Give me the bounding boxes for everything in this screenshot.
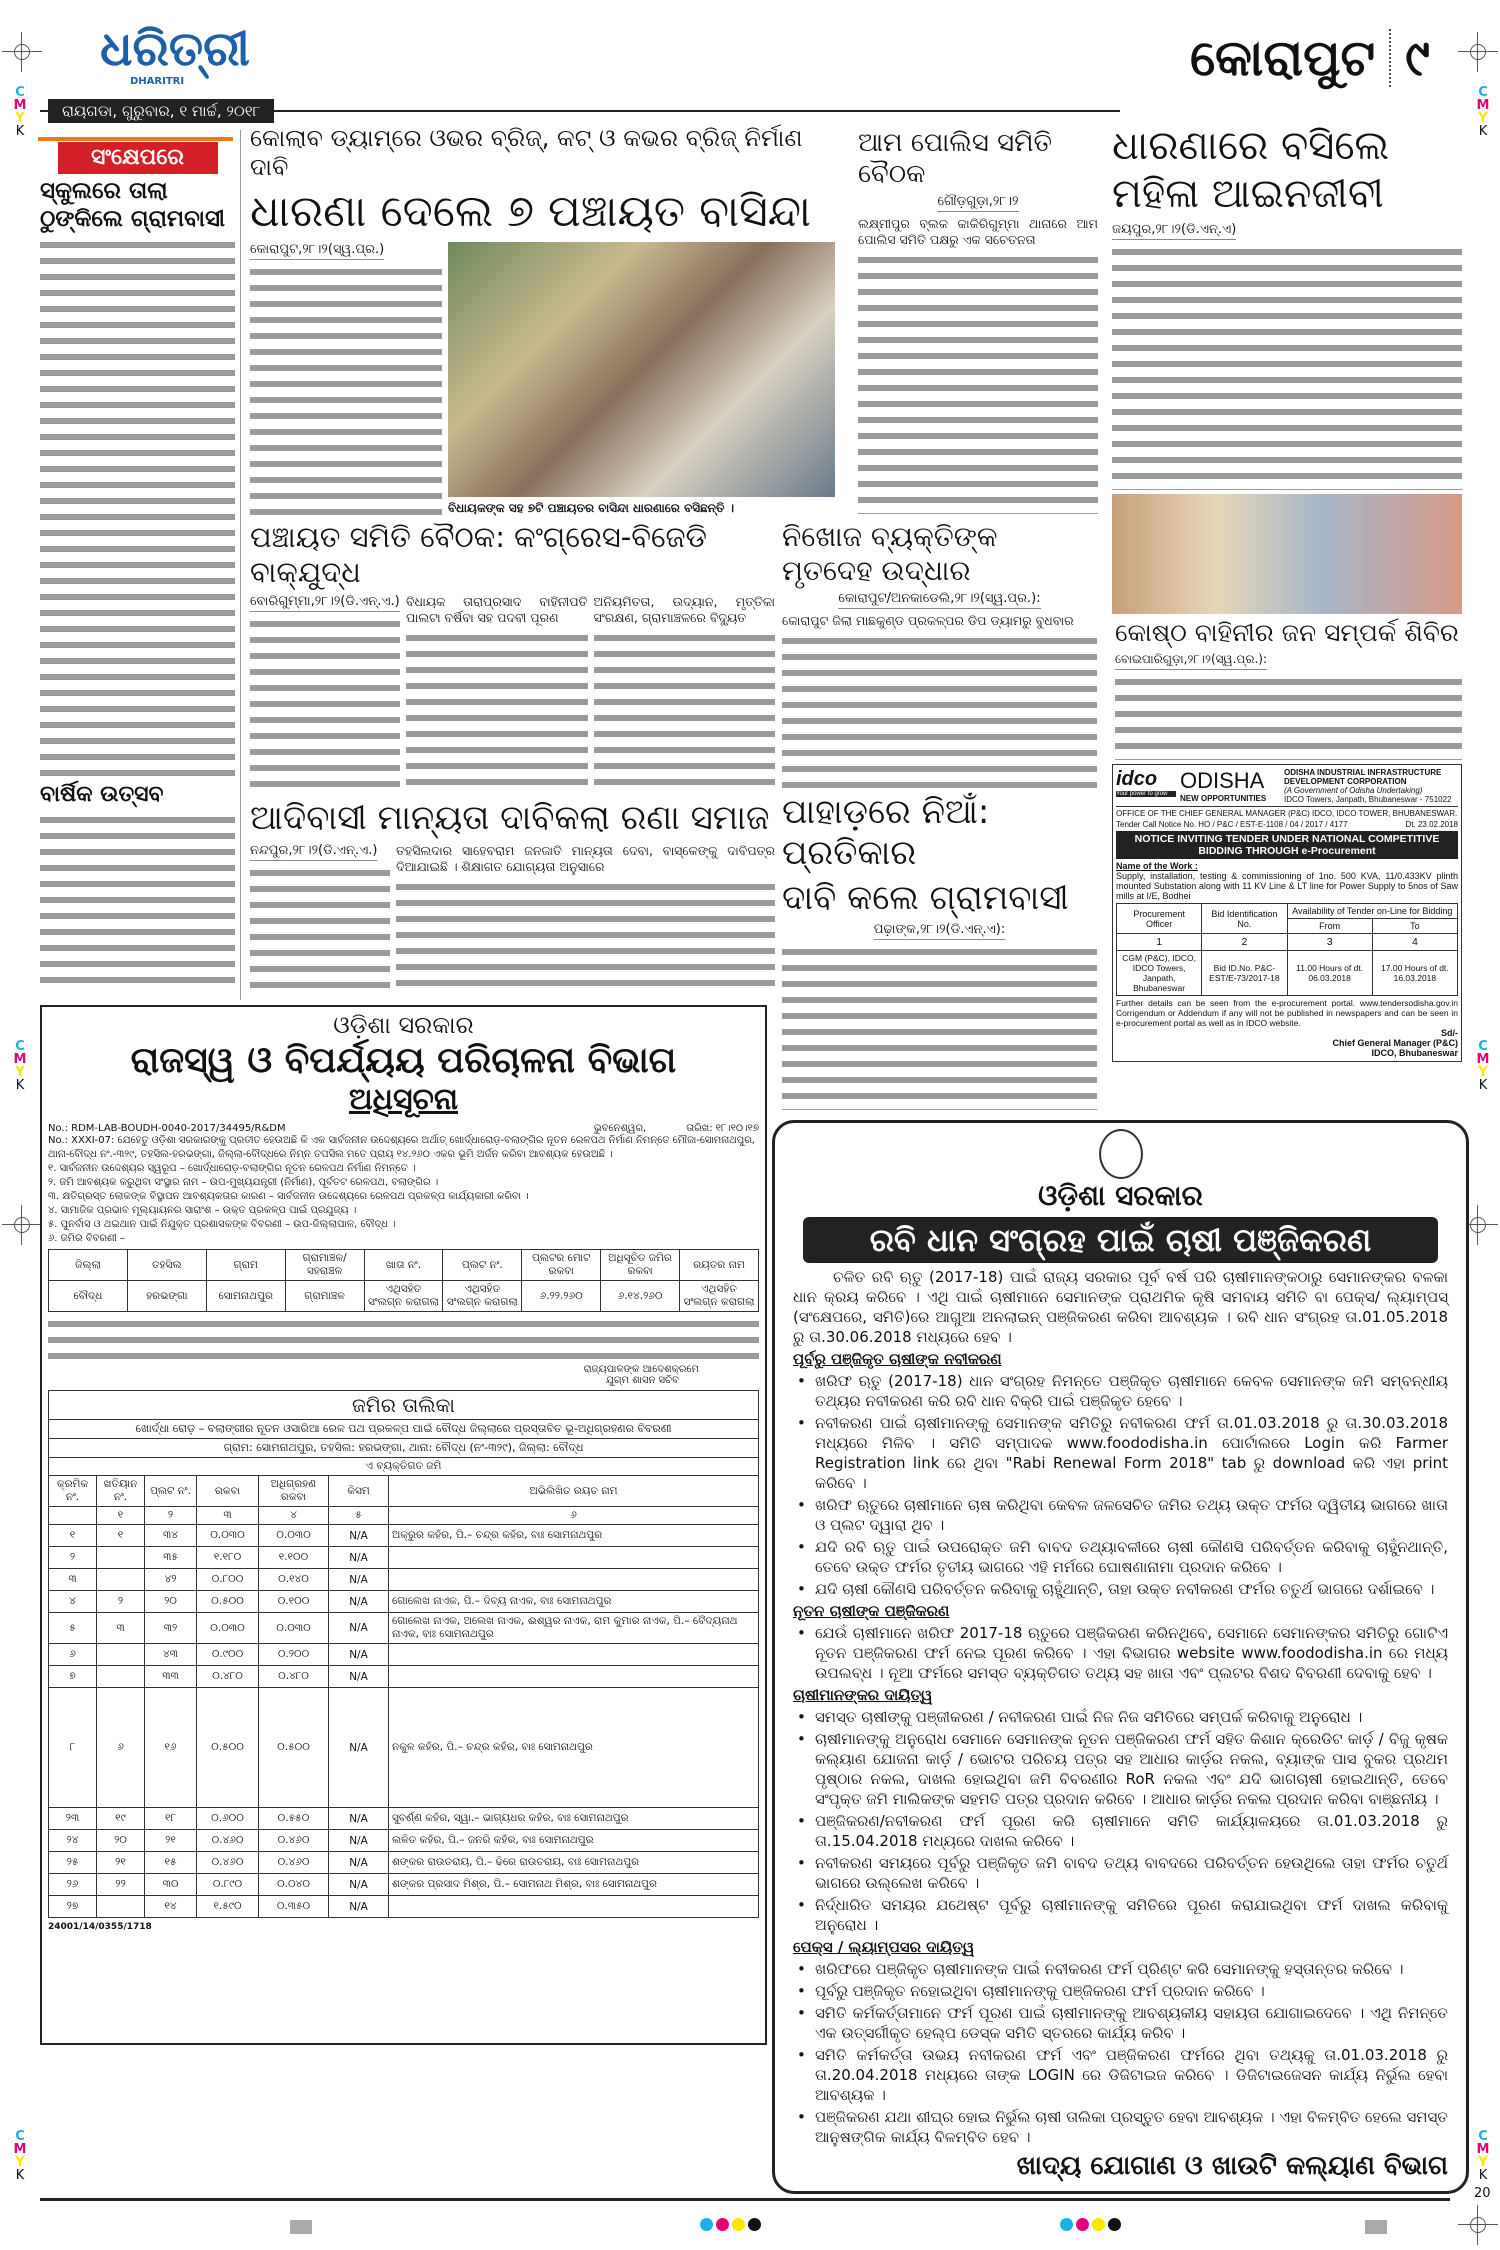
land-cell: ୧ <box>97 1525 145 1547</box>
land-col-number: ୪ <box>259 1507 329 1525</box>
ad-section-list <box>793 1707 1448 1935</box>
land-cell: ୧.୧୦୦ <box>259 1547 329 1569</box>
story-body <box>594 630 776 794</box>
story-panchayat-samiti <box>250 520 775 794</box>
land-cell: ୦.୫୦୦ <box>197 1591 259 1613</box>
tender-notice-date: Dt. 23.02.2018 <box>1405 820 1458 829</box>
cmyk-marks: C M Y K <box>13 1039 27 1093</box>
summary-cell: ବୌଦ୍ଧ <box>49 1281 128 1312</box>
land-cell: ୦.୨୦୦ <box>259 1644 329 1666</box>
story-body <box>406 630 588 794</box>
land-row <box>49 1525 759 1547</box>
col-num: 1 <box>1117 934 1202 951</box>
land-row <box>49 1896 759 1918</box>
land-cell: N/A <box>329 1569 389 1591</box>
story-headline: ପାହାଡ଼ରେ ନିଆଁ: ପ୍ରତିକାର <box>782 792 990 873</box>
land-col-header: ରକବା <box>197 1476 259 1507</box>
th-from: From <box>1287 919 1372 934</box>
idco-tender-ad <box>1112 764 1462 1062</box>
signatory: Chief General Manager (P&C) <box>1332 1038 1458 1048</box>
land-cell: ୩୦ <box>145 1874 197 1896</box>
idco-org-name: ODISHA INDUSTRIAL INFRASTRUCTURE DEVELOPMENT CORPORATION <box>1284 768 1442 786</box>
ad-bullet: • ଖରିଫ ଋତୁରେ ଚାଷୀମାନେ ଚାଷ କରିଥିବା କେବଳ ଜଳସେଚିତ ଜମିର ତଥ୍ୟ ଉକ୍ତ ଫର୍ମର ଦ୍ୱିତୀୟ ଭାଗରେ ଖାତା ଓ ପ୍ଲଟ ଦ୍ୱାରା ଥିବ । <box>793 1495 1448 1535</box>
story-hill-fire <box>782 792 1097 1110</box>
land-cell: ୦.୦୩୦ <box>259 1525 329 1547</box>
dateline-bar: ରାୟଗଡା, ଗୁରୁବାର, ୧ ମାର୍ଚ୍ଚ, ୨୦୧୮ <box>48 99 274 123</box>
land-list-sub: ଏ ବ୍ୟକ୍ତିଗତ ଜମି <box>49 1458 759 1476</box>
land-cell: ୨୧ <box>97 1852 145 1874</box>
land-cell: ୬ <box>49 1644 97 1666</box>
brief-column <box>40 142 235 992</box>
story-headline: ନିଖୋଜ ବ୍ୟକ୍ତିଙ୍କ ମୃତଦେହ ଉଦ୍ଧାର <box>782 520 998 587</box>
ad-dept-footer: ଖାଦ୍ୟ ଯୋଗାଣ ଓ ଖାଉଟି କଲ୍ୟାଣ ବିଭାଗ <box>1016 2151 1448 2182</box>
land-cell: ୫ <box>49 1613 97 1644</box>
revenue-notification-ad <box>40 1005 767 2045</box>
cmyk-marks: C M Y K <box>13 85 27 139</box>
land-cell <box>389 1569 759 1591</box>
cell-officer: CGM (P&C), IDCO, IDCO Towers, Janpath, Bhubaneswar <box>1117 951 1202 996</box>
land-cell: ୦.୩୫୦ <box>259 1896 329 1918</box>
protest-photo <box>448 242 835 497</box>
odisha-logo: ODISHA <box>1180 768 1265 793</box>
idco-address: IDCO Towers, Janpath, Bhubaneswar - 751022 <box>1284 795 1452 804</box>
land-cell: ୦.୦୩୦ <box>197 1525 259 1547</box>
newspaper-logo-block <box>100 22 250 88</box>
land-cell: N/A <box>329 1613 389 1644</box>
land-row <box>49 1830 759 1852</box>
summary-cell: ୬.୨୨.୨୬୦ <box>522 1281 601 1312</box>
land-cell: ସୁବର୍ଣ୍ଣ କହଁର, ସ୍ୱା.– ଭାଗ୍ୟଧର କହଁର, ବାଃ ସୋମନାଥପୁର <box>389 1808 759 1830</box>
land-cell: ୦.୫୦୦ <box>197 1688 259 1808</box>
sd: Sd/- <box>1441 1028 1458 1038</box>
story-body <box>782 633 1097 788</box>
th-availability: Availability of Tender on-Line for Bidding <box>1287 904 1458 919</box>
ad-bullet: • ପଞ୍ଜିକରଣ ଯଥା ଶୀଘ୍ର ହୋଇ ନିର୍ଭୁଲ ଚାଷୀ ତାଲିକା ପ୍ରସ୍ତୁତ ହେବା ଆବଶ୍ୟକ । ଏହା ବିଳମ୍ବିତ ହେଲେ ସମସ୍ତ ଆନୁଷଙ୍ଗିକ କାର୍ଯ୍ୟ ବିଳମ୍ବିତ ହେବ । <box>793 2107 1448 2147</box>
notification-item: ୨. ଜମି ଆବଶ୍ୟକ କରୁଥିବା ସଂସ୍ଥାର ନାମ – ଉପ-ମୁଖ୍ୟଯନ୍ତ୍ରୀ (ନିର୍ମାଣ), ପୂର୍ବତଟ ରେଳପଥ, ବଲାଙ୍ଗିର । <box>48 1177 439 1189</box>
land-cell <box>97 1547 145 1569</box>
story-lead: ବିଧାୟକ ତାରାପ୍ରସାଦ ବାହିନୀପତି ପାଲଟା ବର୍ଷିବା ସହ ପଦବୀ ପୂରଣ <box>406 593 588 625</box>
idco-office: OFFICE OF THE CHIEF GENERAL MANAGER (P&C) IDCO, IDCO TOWER, BHUBANESWAR. <box>1116 809 1458 818</box>
land-cell: ୭ <box>49 1666 97 1688</box>
story-headline: ଦାବି କଲେ ଗ୍ରାମବାସୀ <box>782 877 1069 918</box>
ad-banner: ରବି ଧାନ ସଂଗ୍ରହ ପାଇଁ ଚାଷୀ ପଞ୍ଜିକରଣ <box>803 1217 1438 1263</box>
divider <box>1389 29 1391 87</box>
ad-dept: ରାଜସ୍ୱ ଓ ବିପର୍ଯ୍ୟୟ ପରିଚାଳନା ବିଭାଗ <box>130 1040 677 1081</box>
column-rule <box>240 130 241 1000</box>
paddy-registration-ad <box>772 1120 1469 2194</box>
story-lead: କୋରାପୁଟ ଜିଲା ମାଛକୁଣ୍ଡ ପ୍ରକଳ୍ପର ଡିପ ଡ୍ୟାମରୁ ବୁଧବାର <box>782 613 1074 629</box>
land-cell: ୨୩ <box>49 1808 97 1830</box>
land-cell: ୦.୪୮୦ <box>197 1666 259 1688</box>
summary-cell: ଏଥିସହିତ ସଂଲଗ୍ନ କରାଗଲା <box>443 1281 522 1312</box>
land-row <box>49 1808 759 1830</box>
th-officer: Procurement Officer <box>1117 904 1202 934</box>
ad-govt: ଓଡ଼ିଶା ସରକାର <box>1038 1179 1203 1212</box>
notification-item: ୩. କ୍ଷତିଗ୍ରସ୍ତ ଲୋକଙ୍କ ବିସ୍ଥାପନ ଆବଶ୍ୟକତାର କାରଣ – ସାର୍ବଜନୀନ ଉଦ୍ଦେଶ୍ୟରେ ରେଳପଥ ପ୍ରକଳ୍ପ କାର୍ଯ୍ୟକାରୀ କରିବା । <box>48 1191 529 1203</box>
story-dateline: ପଢ଼ାଙ୍କ,୨୮।୨(ଡି.ଏନ୍.ଏ): <box>874 922 1005 940</box>
land-col-header: ଖତିୟାନ ନଂ. <box>97 1476 145 1507</box>
summary-header: ଖାତା ନଂ. <box>364 1250 443 1281</box>
land-cell <box>389 1547 759 1569</box>
page-number: ୯ <box>1405 29 1430 87</box>
ad-bullet: • ସମିତି କର୍ମକର୍ତ୍ତାମାନେ ଫର୍ମ ପୂରଣ ପାଇଁ ଚାଷୀମାନଙ୍କୁ ଆବଶ୍ୟକୀୟ ସହାୟତା ଯୋଗାଇଦେବେ । ଏଥି ନିମନ୍ତେ ଏକ ଉତ୍ସର୍ଗୀକୃତ ହେଲ୍ପ ଡେସ୍କ ସମିତି ସ୍ତରରେ କାର୍ଯ୍ୟ କରିବ । <box>793 2003 1448 2043</box>
land-cell: ଗୋଲେଖ ନାଏକ, ପି.– ଦିବ୍ୟ ନାଏକ, ବାଃ ସୋମନାଥପୁର <box>389 1591 759 1613</box>
story-body <box>858 252 1098 514</box>
notification-items <box>48 1162 759 1246</box>
land-cell: ନକୁଳ କହଁର, ପି.– ଚନ୍ଦ୍ର କହଁର, ବାଃ ସୋମନାଥପୁର <box>389 1688 759 1808</box>
land-cell: ୦.୧୦୦ <box>259 1591 329 1613</box>
land-cell: ୧୫ <box>145 1852 197 1874</box>
registration-mark <box>1458 32 1498 72</box>
story-lead: ତହସିଲଦାର ସାହେବରାମ ଜନଜାତି ମାନ୍ୟତା ଦେବା, ବାସ୍କେଙ୍କୁ ଦାବିପତ୍ର ଦିଆଯାଇଛି । ଶିକ୍ଷାଗତ ଯୋଗ୍ୟତା ଅନୁସାରେ <box>396 842 775 874</box>
brief-story-head: ସ୍କୁଲରେ ତାଲା ଠୁଙ୍କିଲେ ଗ୍ରାମବାସୀ <box>40 178 226 232</box>
summary-cell: ସୋମନାଥପୁର <box>206 1281 285 1312</box>
newspaper-logo-english: DHARITRI <box>130 76 185 87</box>
land-row <box>49 1874 759 1896</box>
summary-header: ପ୍ଲଟର ମୋଟ ରକବା <box>522 1250 601 1281</box>
land-cell: N/A <box>329 1852 389 1874</box>
summary-cell: ଏଥିସହିତ ସଂଲଗ୍ନ କରାଗଲା <box>364 1281 443 1312</box>
land-cell: ୨୭ <box>49 1896 97 1918</box>
ad-section-list <box>793 1959 1448 2147</box>
land-cell: ୩୫ <box>145 1547 197 1569</box>
section-header <box>1190 28 1430 88</box>
story-dateline: କୋରାପୁଟ,୨୮।୨(ସ୍ୱ.ପ୍ର.) <box>250 242 384 260</box>
land-cell: ୦.୦୩୦ <box>197 1613 259 1644</box>
ad-bullet: • ନବୀକରଣ ପାଇଁ ଚାଷୀମାନଙ୍କୁ ସେମାନଙ୍କ ସମିତିରୁ ନବୀକରଣ ଫର୍ମ ତା.01.03.2018 ରୁ ତା.30.03.2018 ମଧ୍ୟରେ ମିଳିବ । ସମିତି ସମ୍ପାଦକ www.foododisha.in ପୋର୍ଟାଲରେ Login କରି Farmer Registration link ରେ ଥିବା "Rabi Renewal Form 2018" tab ରୁ download କରି ଏହା print କରିବେ । <box>793 1413 1448 1493</box>
land-row <box>49 1569 759 1591</box>
story-headline: ଧାରଣା ଦେଲେ ୭ ପଞ୍ଚାୟତ ବାସିନ୍ଦା <box>250 185 812 237</box>
brief-label: ସଂକ୍ଷେପରେ <box>58 142 218 174</box>
summary-cell: ୬.୧୪.୨୬୦ <box>601 1281 680 1312</box>
tender-banner: NOTICE INVITING TENDER UNDER NATIONAL COMPETITIVE BIDDING THROUGH e-Procurement <box>1116 831 1458 859</box>
land-cell: ୦.୫୫୦ <box>259 1808 329 1830</box>
color-dots <box>1060 2218 1121 2231</box>
land-cell: N/A <box>329 1591 389 1613</box>
col-num: 2 <box>1202 934 1287 951</box>
registration-mark <box>2 32 42 72</box>
print-page-ref: 20 <box>1474 2186 1491 2201</box>
land-cell: N/A <box>329 1688 389 1808</box>
land-cell: ୪୨ <box>145 1569 197 1591</box>
land-col-number: ୧ <box>97 1507 145 1525</box>
signatory: ଯୁଗ୍ମ ଶାସନ ସଚିବ <box>605 1375 679 1387</box>
land-cell: ୦.୫୦୦ <box>259 1688 329 1808</box>
ad-bullet: • ଖରିଫ ଋତୁ (2017-18) ଧାନ ସଂଗ୍ରହ ନିମନ୍ତେ ପଞ୍ଜିକୃତ ଚାଷୀମାନେ କେବଳ ସେମାନଙ୍କ ଜମି ସମ୍ବନ୍ଧୀୟ ତଥ୍ୟର ନବୀକରଣ କରି ରବି ଧାନ ବିକ୍ରି ପାଇଁ ପଞ୍ଜିକୃତ ହେବେ । <box>793 1371 1448 1411</box>
land-cell: N/A <box>329 1874 389 1896</box>
land-cell: ୦.୪୬୦ <box>197 1830 259 1852</box>
land-cell: N/A <box>329 1808 389 1830</box>
land-col-header: କିସମ <box>329 1476 389 1507</box>
land-cell: ୩ <box>49 1569 97 1591</box>
land-row <box>49 1688 759 1808</box>
section-title: କୋରାପୁଟ <box>1189 29 1376 87</box>
land-cell <box>389 1644 759 1666</box>
story-dateline: କୋରାପୁଟ/ଅନକାଡେଲି,୨୮।୨(ସ୍ୱ.ପ୍ର.): <box>838 591 1040 609</box>
land-cell: N/A <box>329 1547 389 1569</box>
photo-caption: ବିଧାୟକଙ୍କ ସହ ୭ଟି ପଞ୍ଚାୟତର ବାସିନ୍ଦା ଧାରଣାରେ ବସିଛନ୍ତି । <box>448 501 735 515</box>
land-cell: ୦.୧୪୦ <box>259 1569 329 1591</box>
lawyers-photo <box>1112 494 1462 614</box>
land-cell: ୨୬ <box>49 1874 97 1896</box>
notification-item: ୫. ପୁନର୍ବାସ ଓ ଥଇଥାନ ପାଇଁ ନିଯୁକ୍ତ ପ୍ରଶାସକଙ୍କ ବିବରଣୀ – ଉପ-ଜିଲ୍ଲାପାଳ, ବୌଦ୍ଧ । <box>48 1219 396 1231</box>
land-cell: ୧୪ <box>145 1896 197 1918</box>
story-body <box>1112 244 1462 490</box>
land-cell: ୨୫ <box>49 1852 97 1874</box>
footer-rule <box>40 2198 1450 2201</box>
story-rana-samaj <box>250 798 775 996</box>
notification-para: No.: XXXI-07: ଯେହେତୁ ଓଡ଼ିଶା ସରକାରଙ୍କୁ ପ୍ରତୀତ ହେଉଅଛି କି ଏକ ସାର୍ବଜନୀନ ଉଦ୍ଦେଶ୍ୟରେ ଅର୍ଥାତ୍ ଖୋର୍ଦ୍ଧାରୋଡ଼-ବଲାଙ୍ଗିର ନୂତନ ରେଳପଥ ନିର୍ମାଣ ନିମନ୍ତେ ମୌଜା-ସୋମନାଥପୁର, ଥାନା-ବୌଦ୍ଧ ନଂ.-୩୨୯, ତହସିଲ-ହରଭଙ୍ଗା, ଜିଲ୍ଲା-ବୌଦ୍ଧରେ ନିମ୍ନ ତପସିଲ ମତେ ପ୍ରାୟ ୧୪.୨୬୦ ଏକର ଭୂମି ଅର୍ଜନ କରିବା ଆବଶ୍ୟକ ହେଉଅଛି । <box>48 1135 755 1161</box>
land-col-number: ୫ <box>329 1507 389 1525</box>
land-col-header: ଅଧିଗ୍ରହଣ ରକବା <box>259 1476 329 1507</box>
cmyk-marks: C M Y K <box>1476 85 1490 139</box>
work-label: Name of the Work : <box>1116 861 1198 871</box>
summary-header: ରୟତର ନାମ <box>680 1250 759 1281</box>
ad-section-title: ନୂତନ ଚାଷୀଙ୍କ ପଞ୍ଜିକରଣ <box>793 1602 950 1621</box>
land-col-header: ପ୍ଲଟ ନଂ. <box>145 1476 197 1507</box>
notification-item: ୪. ସାମାଜିକ ପ୍ରଭାବ ମୂଲ୍ୟାୟନର ସାରାଂଶ – ଉକ୍ତ ପ୍ରକଳ୍ପ ପାଇଁ ପ୍ରଯୁଜ୍ୟ । <box>48 1205 357 1217</box>
land-cell: ୦.୦୩୦ <box>259 1613 329 1644</box>
ad-bullet: • ଯଦି ଚାଷୀ କୌଣସି ପରିବର୍ତ୍ତନ କରିବାକୁ ଚାହୁଁଥାନ୍ତି, ତାହା ଉକ୍ତ ନବୀକରଣ ଫର୍ମର ଚତୁର୍ଥ ଭାଗରେ ଦର୍ଶାଇବେ । <box>793 1579 1448 1599</box>
land-cell: ୪୩ <box>145 1644 197 1666</box>
gray-patch <box>290 2220 312 2234</box>
land-cell: ୦.୮୦୦ <box>197 1569 259 1591</box>
idco-govt: (A Government of Odisha Undertaking) <box>1284 786 1423 795</box>
col-num: 4 <box>1372 934 1457 951</box>
summary-header: ତହସିଲ <box>127 1250 206 1281</box>
land-cell: ୨୨ <box>97 1874 145 1896</box>
story-colab-dam <box>250 124 835 516</box>
ad-bullet: • ନିର୍ଦ୍ଧାରିତ ସମୟର ଯଥେଷ୍ଟ ପୂର୍ବରୁ ଚାଷୀମାନଙ୍କୁ ସମିତିରେ ପୂରଣ କରାଯାଇଥିବା ଫର୍ମ ଦାଖଲ କରିବାକୁ ଅନୁରୋଧ । <box>793 1895 1448 1935</box>
land-cell: N/A <box>329 1830 389 1852</box>
land-cell: ଅକ୍ରୁର କହଁର, ପି.– ଚନ୍ଦ୍ର କହଁର, ବାଃ ସୋମନାଥପୁର <box>389 1525 759 1547</box>
further-details: Further details can be seen from the e-procurement portal. www.tendersodisha.gov.in Corrigendum or Addendum if any will not be published in newspapers and can be seen in e-procurement portal as well as in IDCO website. <box>1116 998 1458 1028</box>
summary-cell: ହରଭଙ୍ଗା <box>127 1281 206 1312</box>
land-list-sub: ଖୋର୍ଦ୍ଧା ରୋଡ଼ – ବଲାଙ୍ଗୀର ନୂତନ ଓସାରିଆ ରେଳ ପଥ ପ୍ରକଳ୍ପ ପାଇଁ ବୌଦ୍ଧ ଜିଲ୍ଲାରେ ପ୍ରସ୍ତାବିତ ଭୂ-ଅଧିଗ୍ରହଣର ବିବରଣୀ <box>49 1420 759 1439</box>
land-cell: ୦.୯୦୦ <box>197 1644 259 1666</box>
land-cell: N/A <box>329 1896 389 1918</box>
land-cell <box>97 1569 145 1591</box>
ad-bullet: • ସମିତି କର୍ମକର୍ତ୍ତା ଉଭୟ ନବୀକରଣ ଫର୍ମ ଏବଂ ପଞ୍ଜିକରଣ ଫର୍ମରେ ଥିବା ତଥ୍ୟକୁ ତା.01.03.2018 ରୁ ତା.20.04.2018 ମଧ୍ୟରେ ତାଙ୍କ LOGIN ରେ ଡିଜିଟାଇଜ କରିବେ । ଡିଜିଟାଇଜେସନ କାର୍ଯ୍ୟ ନିର୍ଭୁଲ ହେବା ଆବଶ୍ୟକ । <box>793 2045 1448 2105</box>
story-body <box>250 264 442 516</box>
land-cell: ୩୪ <box>145 1525 197 1547</box>
summary-header: ପ୍ଲଟ ନଂ. <box>443 1250 522 1281</box>
land-cell: ୩୩ <box>145 1666 197 1688</box>
story-lead: ଅନିୟମିତତା, ଉଦ୍ୟାନ, ମୃତ୍ତିକା ସଂରକ୍ଷଣ, ଗ୍ରାମାଞ୍ଚଳରେ ବିଦ୍ୟୁତ <box>593 593 775 625</box>
story-headline: ପଞ୍ଚାୟତ ସମିତି ବୈଠକ: କଂଗ୍ରେସ-ବିଜେଡି ବାକ୍‌ଯୁଦ୍ଧ <box>250 520 708 589</box>
newspaper-logo: ଧରିତ୍ରୀ <box>100 21 250 77</box>
notification-text <box>48 1316 759 1364</box>
land-cell: ଲଳିତ କହଁର, ପି.– ଜନରି କହଁର, ବାଃ ସୋମନାଥପୁର <box>389 1830 759 1852</box>
story-headline: ଆଦିବାସୀ ମାନ୍ୟତା ଦାବିକଲା ରଣା ସମାଜ <box>250 798 770 838</box>
ad-bullet: • ନବୀକରଣ ସମୟରେ ପୂର୍ବରୁ ପଞ୍ଜିକୃତ ଜମି ବାବଦ ତଥ୍ୟ ବାବଦରେ ପରିବର୍ତ୍ତନ ହେଉଥିଲେ ତାହା ଫର୍ମର ଚତୁର୍ଥ ଭାଗରେ ଉଲ୍ଲେଖ କରିବେ । <box>793 1853 1448 1893</box>
summary-header: ଗ୍ରାମ <box>206 1250 285 1281</box>
land-cell: ୧୬ <box>145 1688 197 1808</box>
odisha-tagline: NEW OPPORTUNITIES <box>1180 794 1267 803</box>
land-cell <box>97 1666 145 1688</box>
brief-story-body <box>40 237 235 777</box>
story-body <box>1115 674 1462 760</box>
color-dots <box>700 2218 761 2231</box>
land-row <box>49 1666 759 1688</box>
summary-header: ଗ୍ରାମାଞ୍ଚଳ/ସହରାଞ୍ଚଳ <box>285 1250 364 1281</box>
idco-tagline: Your power to grow <box>1116 791 1176 797</box>
summary-cell: ଏଥିସହିତ ସଂଲଗ୍ନ କରାଗଲା <box>680 1281 759 1312</box>
story-kicker: କୋଲାବ ଡ୍ୟାମ୍‌ରେ ଓଭର ବ୍ରିଜ୍, କଟ୍ ଓ କଭର ବ୍ରିଜ୍ ନିର୍ମାଣ ଦାବି <box>250 124 803 181</box>
land-col-header: ଅଭିଲିଖିତ ରୟତ ନାମ <box>389 1476 759 1507</box>
ad-section-list <box>793 1623 1448 1683</box>
story-dateline: ବୋରିଗୁମ୍ମା,୨୮।୨(ଡି.ଏନ୍.ଏ.) <box>250 594 400 612</box>
sign-order: ରାଜ୍ୟପାଳଙ୍କ ଆଦେଶକ୍ରମେ <box>583 1364 699 1376</box>
ad-bullet: • ଚାଷୀମାନଙ୍କୁ ଅନୁରୋଧ ସେମାନେ ସେମାନଙ୍କ ନୂତନ ପଞ୍ଜିକରଣ ଫର୍ମ ସହିତ କିଶାନ କ୍ରେଡିଟ କାର୍ଡ଼ / ବିଜୁ କୃଷକ କଲ୍ୟାଣ ଯୋଜନା କାର୍ଡ଼ / ଭୋଟର ପରିଚୟ ପତ୍ର ସହ ଆଧାର କାର୍ଡ଼ର ନକଲ, ବ୍ୟାଙ୍କ ପାସ ବୁକର ପ୍ରଥମ ପୃଷ୍ଠାର ନକଲ, ଦାଖଲ ହୋଇଥିବା ଜମି ବିବରଣୀର RoR ନକଲ ଏବଂ ଯଦି ଭାଗଚାଷୀ ହୋଇଥାନ୍ତି, ତେବେ ସଂପୃକ୍ତ ଜମି ମାଲିକଙ୍କ ସହମତି ପତ୍ର ପ୍ରଦାନ କରିବେ । ଆଧାର କାର୍ଡ଼ର ନକଲ ପ୍ରଦାନ କରିବା ବାଞ୍ଛନୀୟ । <box>793 1729 1448 1809</box>
land-cell: ୦.୬୦୦ <box>197 1808 259 1830</box>
story-body <box>396 879 775 996</box>
story-body <box>250 865 390 996</box>
land-cell: ୩ <box>97 1613 145 1644</box>
land-cell: ୧୯ <box>97 1808 145 1830</box>
land-col-number: ୩ <box>197 1507 259 1525</box>
land-row <box>49 1852 759 1874</box>
story-headline: ଆମ ପୋଲିସ ସମିତି ବୈଠକ <box>858 128 1053 190</box>
col-num: 3 <box>1287 934 1372 951</box>
land-cell: ୨ <box>97 1591 145 1613</box>
work-description: Supply, installation, testing & commissioning of 1no. 500 KVA, 11/0.433KV plinth mounted Substation along with 11 KV Line & LT line for Power Supply to 5nos of Saw mills at I/E, Bodhei <box>1116 871 1458 901</box>
summary-header: ଜିଲ୍ଲା <box>49 1250 128 1281</box>
story-body <box>250 616 400 794</box>
registration-mark <box>2 1205 42 1245</box>
land-cell: ୩୨ <box>145 1613 197 1644</box>
ad-bullet: • ସମସ୍ତ ଚାଷୀଙ୍କୁ ପଞ୍ଜୀକରଣ / ନବୀକରଣ ପାଇଁ ନିଜ ନିଜ ସମିତିରେ ସମ୍ପର୍କ କରିବାକୁ ଅନୁରୋଧ । <box>793 1707 1448 1727</box>
land-cell: ୨୦ <box>145 1591 197 1613</box>
story-dateline: ବୋଇପାରିଗୁଡ଼ା,୨୮।୨(ସ୍ୱ.ପ୍ର.): <box>1115 652 1267 670</box>
ad-bullet: • ପୂର୍ବରୁ ପଞ୍ଜିକୃତ ନହୋଇଥିବା ଚାଷୀମାନଙ୍କୁ ପଞ୍ଜିକରଣ ଫର୍ମ ପ୍ରଦାନ କରିବେ । <box>793 1981 1448 2001</box>
land-cell: ୧ <box>49 1525 97 1547</box>
cmyk-marks: C M Y K <box>1476 2129 1490 2183</box>
ad-section-title: ପେକ୍ସ / ଲ୍ୟାମ୍ପସର ଦାୟିତ୍ୱ <box>793 1938 975 1957</box>
land-cell: ୦.୪୬୦ <box>259 1830 329 1852</box>
ad-title: ଅଧିସୂଚନା <box>349 1082 458 1118</box>
th-to: To <box>1372 919 1457 934</box>
land-cell <box>97 1644 145 1666</box>
land-cell: ଶଙ୍କର ରାଉତରାୟ, ପି.– ଢିରେ ରାଉତରାୟ, ବାଃ ସୋମନାଥପୁର <box>389 1852 759 1874</box>
cell-bid-id: Bid ID.No. P&C-EST/E-73/2017-18 <box>1202 951 1287 996</box>
story-lead: ଲକ୍ଷ୍ମୀପୁର ବ୍ଲକ କାକିରିଗୁମ୍ମା ଥାନାରେ ଆମ ପୋଲିସ ସମିତି ପକ୍ଷରୁ ଏକ ସଚେତନତା <box>858 216 1098 248</box>
land-cell: ୧.୧୮୦ <box>197 1547 259 1569</box>
land-col-number <box>49 1507 97 1525</box>
land-cell <box>389 1666 759 1688</box>
land-list-title: ଜମିର ତାଲିକା <box>49 1391 759 1420</box>
date: ତାରିଖ: ୧୮।୧୦।୧୭ <box>686 1123 759 1135</box>
odisha-emblem-icon <box>1099 1129 1143 1179</box>
land-cell: ୦.୪୬୦ <box>259 1852 329 1874</box>
land-col-number: ୨ <box>145 1507 197 1525</box>
land-cell: ୧୮ <box>145 1808 197 1830</box>
land-cell: ୧.୫୯୦ <box>197 1896 259 1918</box>
land-cell: ୦.୦୪୦ <box>259 1874 329 1896</box>
land-cell: ୬ <box>97 1688 145 1808</box>
place: ଭୁବନେଶ୍ୱର, <box>593 1123 647 1135</box>
cell-from: 11.00 Hours of dt. 06.03.2018 <box>1287 951 1372 996</box>
land-row <box>49 1613 759 1644</box>
story-body <box>782 944 1097 1110</box>
story-dateline: ଜୟପୁର,୨୮।୨(ଡି.ଏନ୍.ଏ) <box>1112 222 1236 240</box>
land-row <box>49 1547 759 1569</box>
idco-logo: idco <box>1116 768 1158 790</box>
brief-story-body <box>40 812 235 992</box>
brief-rule <box>38 137 233 141</box>
th-bid-id: Bid Identification No. <box>1202 904 1287 934</box>
land-row <box>49 1644 759 1666</box>
land-cell: ୦.୪୬୦ <box>197 1852 259 1874</box>
ad-bullet: • ଯଦି ରବି ଋତୁ ପାଇଁ ଉପରୋକ୍ତ ଜମି ବାବଦ ତଥ୍ୟାବଳୀରେ ଚାଷୀ କୌଣସି ପରିବର୍ତ୍ତନ କରିବାକୁ ଚାହୁଁନଥାନ୍ତି, ତେବେ ଉକ୍ତ ଫର୍ମର ତୃତୀୟ ଭାଗରେ ଏହି ମର୍ମରେ ଘୋଷଣାନାମା ପ୍ରଦାନ କରିବେ । <box>793 1537 1448 1577</box>
story-dateline: ଗୌଡ଼ଗୁଡ଼ା,୨୮।୨ <box>937 194 1018 212</box>
story-missing-body <box>782 520 1097 788</box>
land-cell: N/A <box>329 1644 389 1666</box>
land-cell: ୨୦ <box>97 1830 145 1852</box>
land-cell: ୦.୪୮୦ <box>259 1666 329 1688</box>
land-cell: N/A <box>329 1666 389 1688</box>
story-headline: କୋଷ୍ଠ ବାହିନୀର ଜନ ସମ୍ପର୍କ ଶିବିର <box>1115 618 1459 647</box>
land-row <box>49 1591 759 1613</box>
ad-intro: ଚଳିତ ରବି ଋତୁ (2017-18) ପାଇଁ ରାଜ୍ୟ ସରକାର ପୂର୍ବ ବର୍ଷ ପରି ଚାଷୀମାନଙ୍କଠାରୁ ସେମାନଙ୍କର ବଳକା ଧାନ କ୍ରୟ କରିବେ । ଏଥି ପାଇଁ ଚାଷୀମାନେ ସେମାନଙ୍କ ପ୍ରାଥମିକ କୃଷି ସମବାୟ ସମିତି ବା ପେକ୍ସ/ ଲ୍ୟାମ୍ପସ୍ (ସଂକ୍ଷେପରେ, ସମିତି)ରେ ଆଗୁଆ ଅନଲାଇନ୍ ପଞ୍ଜିକରଣ କରିବା ଆବଶ୍ୟକ । ରବି ଧାନ ସଂଗ୍ରହ ତା.01.05.2018 ରୁ ତା.30.06.2018 ମଧ୍ୟରେ ହେବ । <box>793 1268 1448 1347</box>
land-cell: ୮ <box>49 1688 97 1808</box>
brief-story-head: ବାର୍ଷିକ ଉତ୍ସବ <box>40 781 164 807</box>
notification-item: ୧. ସାର୍ବଜନୀନ ଉଦ୍ଦେଶ୍ୟର ସ୍ୱରୂପ – ଖୋର୍ଦ୍ଧାରୋଡ଼-ବଲାଙ୍ଗିର ନୂତନ ରେଳପଥ ନିର୍ମାଣ ନିମନ୍ତେ । <box>48 1163 416 1175</box>
cmyk-marks: C M Y K <box>13 2129 27 2183</box>
notification-item: ୬. ଜମିର ବିବରଣୀ – <box>48 1233 125 1245</box>
land-cell: ଗୋଲେଖ ନାଏକ, ଅଲେଖ ନାଏକ, ଈଶ୍ୱର ନାଏକ, ରାମ କୁମାର ନାଏକ, ପି.– ବୈଦ୍ୟନାଥ ନାଏକ, ବାଃ ସୋମନାଥପୁର <box>389 1613 759 1644</box>
story-headline: ଧାରଣାରେ ବସିଲେ ମହିଳା ଆଇନଜୀବୀ <box>1112 123 1390 217</box>
ad-bullet: • ଖରିଫରେ ପଞ୍ଜିକୃତ ଚାଷୀମାନଙ୍କ ପାଇଁ ନବୀକରଣ ଫର୍ମ ପ୍ରିଣ୍ଟ କରି ସେମାନଙ୍କୁ ହସ୍ତାନ୍ତର କରିବେ । <box>793 1959 1448 1979</box>
land-col-header: କ୍ରମିକ ନଂ. <box>49 1476 97 1507</box>
signatory-org: IDCO, Bhubaneswar <box>1371 1048 1458 1058</box>
ad-section-title: ଚାଷୀମାନଙ୍କର ଦାୟିତ୍ୱ <box>793 1686 933 1705</box>
land-cell: ୨୧ <box>145 1830 197 1852</box>
story-dateline: ନନ୍ଦପୁର,୨୮।୨(ଡି.ଏନ୍.ଏ.) <box>250 843 377 861</box>
land-cell: ଶଙ୍କର ପ୍ରସାଦ ମିଶ୍ର, ପି.– ସୋମନାଥ ମିଶ୍ର, ବାଃ ସୋମନାଥପୁର <box>389 1874 759 1896</box>
ad-section-list <box>793 1371 1448 1599</box>
land-cell: N/A <box>329 1525 389 1547</box>
gray-patch <box>1365 2220 1387 2234</box>
summary-cell: ଗ୍ରାମାଞ୍ଚଳ <box>285 1281 364 1312</box>
tender-notice-no: Tender Call Notice No. HO / P&C / EST-E-1108 / 04 / 2017 / 4177 <box>1116 820 1348 829</box>
land-cell <box>97 1896 145 1918</box>
land-cell <box>389 1896 759 1918</box>
land-cell: ୪ <box>49 1591 97 1613</box>
summary-header: ଅଧିସୂଚିତ ଜମିର ରକବା <box>601 1250 680 1281</box>
land-cell: ୨ <box>49 1547 97 1569</box>
ad-bullet: • ଯେଉଁ ଚାଷୀମାନେ ଖରିଫ 2017-18 ଋତୁରେ ପଞ୍ଜିକରଣ କରିନଥିବେ, ସେମାନେ ସେମାନଙ୍କର ସମିତିରୁ ଗୋଟିଏ ନୂତନ ପଞ୍ଜିକରଣ ଫର୍ମ ନେଇ ପୂରଣ କରିବେ । ଏହା ବିଭାଗର website www.foododisha.in ରେ ମଧ୍ୟ ଉପଲବ୍ଧ । ନୂଆ ଫର୍ମରେ ସମସ୍ତ ବ୍ୟକ୍ତିଗତ ତଥ୍ୟ ସହ ଖାତା ଏବଂ ପ୍ଲଟର ବିଶଦ ବିବରଣୀ ଦେବାକୁ ହେବ । <box>793 1623 1448 1683</box>
cmyk-marks: C M Y K <box>1476 1039 1490 1093</box>
ad-ref: 24001/14/0355/1718 <box>48 1922 152 1933</box>
ad-section-title: ପୂର୍ବରୁ ପଞ୍ଜିକୃତ ଚାଷୀଙ୍କ ନବୀକରଣ <box>793 1350 1002 1369</box>
notification-no: No.: RDM-LAB-BOUDH-0040-2017/34495/R&DM <box>48 1123 286 1135</box>
land-cell: ୦.୮୯୦ <box>197 1874 259 1896</box>
cell-to: 17.00 Hours of dt. 16.03.2018 <box>1372 951 1457 996</box>
story-camp <box>1115 618 1462 760</box>
registration-mark <box>1458 2205 1498 2245</box>
land-col-number: ୬ <box>389 1507 759 1525</box>
land-list-sub: ଗ୍ରାମ: ସୋମନାଥପୁର, ତହସିଲ: ହରଭଙ୍ଗା, ଥାନା: ବୌଦ୍ଧ (ନଂ-୩୨୯), ଜିଲ୍ଲା: ବୌଦ୍ଧ <box>49 1439 759 1458</box>
story-police-meeting <box>858 128 1098 514</box>
land-cell: ୨୪ <box>49 1830 97 1852</box>
story-lawyers <box>1112 122 1462 614</box>
ad-govt: ଓଡ଼ିଶା ସରକାର <box>333 1011 474 1039</box>
ad-bullet: • ପଞ୍ଜିକରଣ/ନବୀକରଣ ଫର୍ମ ପୂରଣ କରି ଚାଷୀମାନେ ସମିତି କାର୍ଯ୍ୟାଳୟରେ ତା.01.03.2018 ରୁ ତା.15.04.2018 ମଧ୍ୟରେ ଦାଖଲ କରିବେ । <box>793 1811 1448 1851</box>
